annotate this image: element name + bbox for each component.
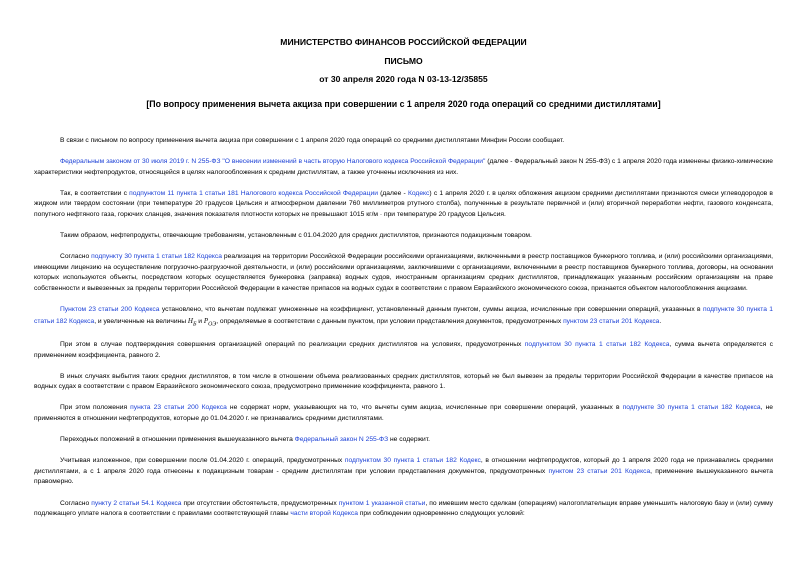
document-body [34, 136, 773, 520]
paragraph-4 [34, 231, 773, 242]
paragraph-text: при отсутствии обстоятельств, предусмотренных [181, 499, 339, 507]
paragraph-text: Учитывая изложенное, при совершении после 01.04.2020 г. операций, предусмотренных [60, 457, 345, 465]
paragraph-text: (далее - [377, 189, 408, 197]
article-200-link[interactable]: пункта 23 статьи 200 Кодекса [130, 404, 227, 412]
paragraph-text: (далее - Федеральный закон N 255-ФЗ) с 1 апреля 2020 года изменены физико-химические характеристики нефтепродуктов, относящейся в целях налогообложения к средним дистиллятам, а также уточнены исключения из них. [34, 158, 773, 176]
paragraph-12 [34, 499, 773, 520]
point-1-link[interactable]: пунктом 1 указанной статьи [338, 499, 426, 507]
paragraph-2 [34, 157, 773, 178]
code-link[interactable]: Кодекс [407, 189, 430, 197]
document-subject: [По вопросу применения вычета акциза при совершении с 1 апреля 2020 года операций со средними дистиллятами] [146, 99, 661, 109]
paragraph-9 [34, 403, 773, 424]
paragraph-text: Так, в соответствии с [60, 189, 130, 197]
symbol-letter: Р [203, 316, 209, 325]
paragraph-text: При этом в случае подтверждения совершения организацией операций по реализации средних дистиллятов на условиях, предусмотренных [60, 341, 525, 349]
article-182-link[interactable]: подпунктом 30 пункта 1 статьи 182 Кодекса [524, 341, 670, 349]
article-181-link[interactable]: подпунктом 11 пункта 1 статьи 181 Налогового кодекса Российской Федерации [129, 189, 378, 197]
paragraph-5 [34, 252, 773, 294]
article-54-1-link[interactable]: пункту 2 статьи 54.1 Кодекса [91, 499, 182, 507]
ministry-heading: МИНИСТЕРСТВО ФИНАНСОВ РОССИЙСКОЙ ФЕДЕРАЦИИ [280, 37, 527, 47]
paragraph-text: Переходных положений в отношении применения вышеуказанного вычета [60, 436, 295, 444]
symbol-letter: Н [187, 316, 193, 325]
paragraph-text: и [196, 317, 204, 325]
paragraph-text: Таким образом, нефтепродукты, отвечающие требованиям, установленным с 01.04.2020 для средних дистиллятов, признаются подакцизным товаром. [60, 232, 532, 240]
roe-symbol [203, 316, 217, 328]
article-182-link[interactable]: подпункту 30 пункта 1 статьи 182 Кодекса [91, 253, 222, 261]
paragraph-6 [34, 305, 773, 330]
law-255-link[interactable]: Федеральным законом от 30 июля 2019 г. N 255-ФЗ "О внесении изменений в часть вторую Налогового кодекса Российской Федерации" [60, 158, 486, 166]
document-date-number: от 30 апреля 2020 года N 03-13-12/35855 [319, 74, 488, 84]
paragraph-text: , не применяются в отношении нефтепродуктов, которые до 01.04.2020 г. не признавались средними дистиллятами. [34, 404, 773, 423]
paragraph-text: Согласно [60, 253, 92, 261]
symbol-subscript: Б [192, 321, 197, 328]
paragraph-text: установлено, что вычетам подлежат умноженные на коэффициент, установленный данным пунктом, суммы акциза, исчисленные при совершении операций, указанных в [159, 306, 703, 314]
symbol-subscript: ОЭ [208, 321, 217, 328]
article-182-link[interactable]: подпункте 30 пункта 1 статьи 182 Кодекса [34, 306, 773, 325]
paragraph-11 [34, 456, 773, 488]
paragraph-text: , по имевшим место сделкам (операциям) налогоплательщик вправе уменьшить налоговую базу и (или) сумму подлежащего уплате налога в соответствии с правилами соответствующей главы [34, 499, 773, 518]
paragraph-1 [34, 136, 773, 147]
paragraph-7 [34, 340, 773, 361]
law-255-link[interactable]: Федеральный закон N 255-ФЗ [294, 436, 389, 444]
article-182-link[interactable]: подпунктом 30 пункта 1 статьи 182 Кодекс [344, 457, 481, 465]
part-two-code-link[interactable]: части второй Кодекса [290, 510, 358, 518]
paragraph-text: . [659, 317, 662, 325]
paragraph-text: , сумма вычета определяется с применением коэффициента, равного 2. [34, 341, 774, 359]
paragraph-text: не содержат норм, указывающих на то, что вычеты сумм акциза, исчисленные при совершении операций, указанных в [226, 404, 623, 412]
paragraph-text: , применение вышеуказанного вычета правомерно. [34, 467, 773, 486]
document-type: ПИСЬМО [384, 56, 423, 66]
paragraph-text: реализация на территории Российской Федерации российскими организациями, включенными в реестр поставщиков бункерного топлива, и (или) российскими организациями, имеющими лицензию на осуществление погрузочно-разгрузочной деятельности, и (или) российскими организациями, заключившими с организациями, включенными в реестр поставщиков бункерного топлива, договоры, на основании которых используются объекты, посредством которых осуществляется бункеровка (заправка) водных судов, иностранным организациям средних дистиллятов, принадлежащих указанным российским организациям на праве собственности и вывезенных за пределы территории Российской Федерации в качестве припасов на водных судах в соответствии с правом Евразийского экономического союза, признается объектом налогообложения акцизами. [34, 253, 774, 292]
paragraph-text: не содержит. [388, 436, 430, 444]
paragraph-text: При этом положения [60, 404, 131, 412]
paragraph-3 [34, 189, 773, 221]
article-182-link[interactable]: подпункте 30 пункта 1 статьи 182 Кодекса [622, 404, 761, 412]
paragraph-text: при соблюдении одновременно следующих условий: [357, 510, 525, 518]
article-200-link[interactable]: Пунктом 23 статьи 200 Кодекса [60, 306, 160, 314]
article-201-link[interactable]: пунктом 23 статьи 201 Кодекса [563, 317, 660, 325]
paragraph-text: , в отношении нефтепродуктов, который до 1 апреля 2020 года не признавались средними дистиллятами, а с 1 апреля 2020 года отнесены к подакцизным товарам - средним дистиллятам при условии представления документов, предусмотренных [34, 457, 773, 475]
article-201-link[interactable]: пунктом 23 статьи 201 Кодекса [548, 467, 651, 475]
paragraph-text: ) с 1 апреля 2020 г. в целях обложения акцизом средними дистиллятами признаются смеси углеводородов в жидком или твердом состоянии (при температуре 20 градусов Цельсия и атмосферном давлении 760 миллиметров ртутного столба), полученные в результате первичной и (или) вторичной переработки нефти, газового конденсата, попутного нефтяного газа, горючих сланцев, значения показателя плотности которых не превышают 1015 кг/м · при температуре 20 градусов Цельсия. [34, 189, 773, 218]
paragraph-text: В иных случаях выбытия таких средних дистиллятов, в том числе в отношении объема реализованных средних дистиллятов, который не был вывезен за пределы территории Российской Федерации в качестве припасов на водных судах в соответствии с правом Евразийского экономического союза, предусмотрено применение коэффициента, равного 1. [34, 372, 773, 391]
paragraph-text: В связи с письмом по вопросу применения вычета акциза при совершении с 1 апреля 2020 года операций со средними дистиллятами Минфин России сообщает. [60, 137, 565, 144]
paragraph-text: Согласно [60, 499, 92, 507]
paragraph-10 [34, 435, 773, 446]
paragraph-text: , определяемые в соответствии с данным пунктом, при условии представления документов, предусмотренных [216, 317, 564, 325]
paragraph-8 [34, 372, 773, 393]
paragraph-text: , и увеличенные на величины [94, 317, 188, 325]
